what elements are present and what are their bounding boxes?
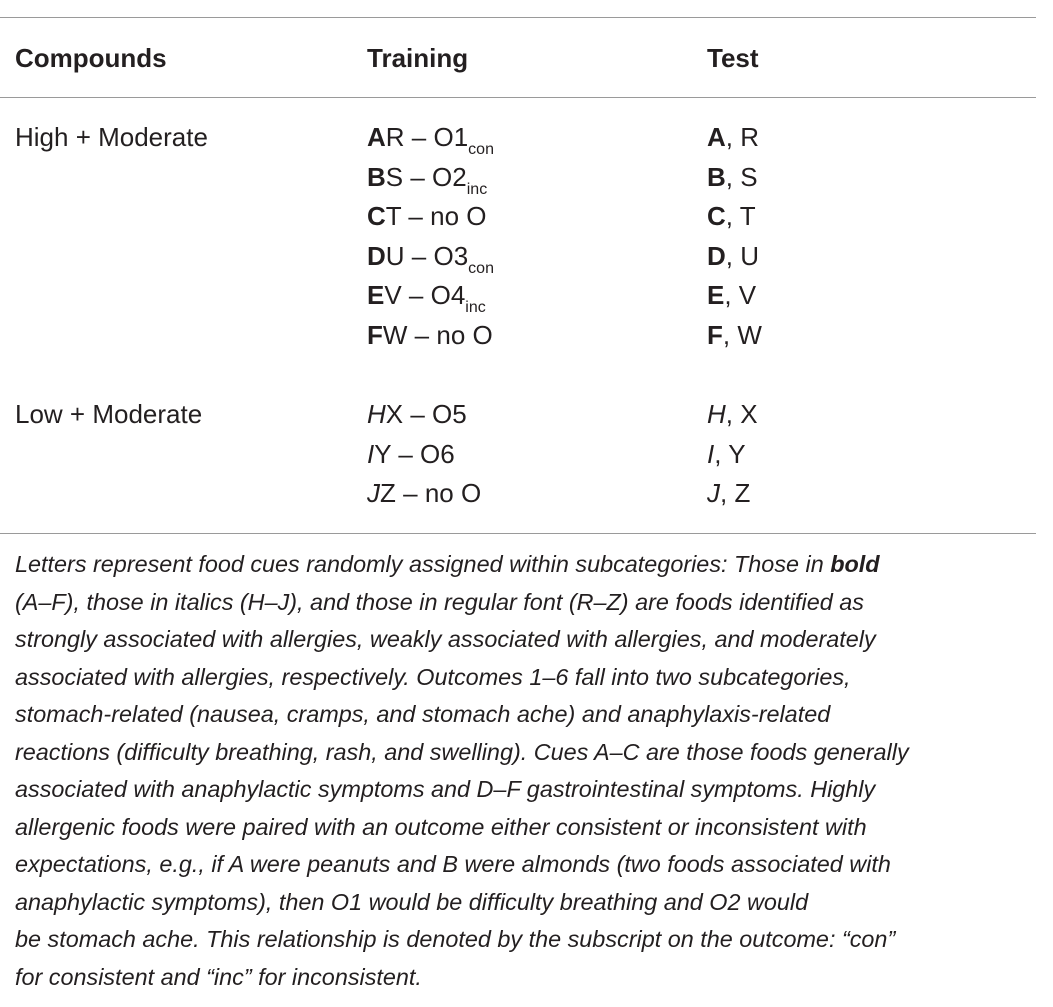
- test-row: A, R: [707, 122, 760, 152]
- training-row: FW – no O: [367, 319, 493, 350]
- table-top-rule: [0, 17, 1036, 18]
- training-row: AR – $O1_{con}$: [367, 122, 494, 158]
- training-row: JZ – no O: [367, 478, 482, 509]
- training-row: BS – $O2_{inc}$: [367, 161, 488, 198]
- group-label-low-moderate: Low + Moderate: [15, 399, 203, 429]
- test-row: E, V: [707, 280, 757, 311]
- footnote-line: for consistent and “inc” for inconsistent.: [15, 963, 422, 990]
- training-row: HX – O5: [367, 399, 467, 429]
- training-list-low-moderate: [367, 395, 481, 514]
- training-row: EV – $O4_{inc}$: [367, 280, 486, 317]
- test-list-low-moderate: [707, 395, 758, 514]
- footnote-line: Letters represent food cues randomly assigned within subcategories: Those in bold: [15, 551, 880, 577]
- footnote-line: allergenic foods were paired with an outcome either consistent or inconsistent with: [15, 813, 867, 840]
- training-row: CT – no O: [367, 201, 487, 232]
- test-row: I, Y: [707, 438, 746, 469]
- header-test: Test: [707, 43, 759, 73]
- test-row: H, X: [707, 399, 758, 429]
- training-list-high-moderate: [367, 118, 494, 356]
- footnote-line: anaphylactic symptoms), then O1 would be difficulty breathing and O2 would: [15, 888, 809, 915]
- header-compounds: Compounds: [15, 43, 167, 73]
- header-bottom-rule: [0, 97, 1036, 98]
- test-row: C, T: [707, 201, 756, 232]
- footnote-line: strongly associated with allergies, weakly associated with allergies, and moderately: [15, 626, 876, 652]
- footnote-line: reactions (difficulty breathing, rash, and swelling). Cues A–C are those foods generally: [15, 738, 909, 765]
- test-row: B, S: [707, 161, 758, 192]
- test-list-high-moderate: [707, 118, 762, 356]
- footnote-line: associated with anaphylactic symptoms and D–F gastrointestinal symptoms. Highly: [15, 776, 876, 802]
- header-training: Training: [367, 43, 469, 73]
- training-row: IY – O6: [367, 438, 455, 469]
- test-row: D, U: [707, 240, 760, 271]
- training-row: DU – $O3_{con}$: [367, 240, 494, 277]
- test-row: F, W: [707, 319, 762, 350]
- test-row: J, Z: [707, 478, 751, 509]
- footnote-line: (A–F), those in italics (H–J), and those in regular font (R–Z) are foods identified as: [15, 588, 864, 615]
- footnote-line: associated with allergies, respectively. Outcomes 1–6 fall into two subcategories,: [15, 663, 851, 690]
- footnote-line: be stomach ache. This relationship is denoted by the subscript on the outcome: “con”: [15, 926, 896, 952]
- footnote-line: stomach-related (nausea, cramps, and stomach ache) and anaphylaxis-related: [15, 701, 831, 727]
- footnote-line: expectations, e.g., if A were peanuts and B were almonds (two foods associated with: [15, 851, 891, 877]
- table-footnote: [15, 546, 1045, 996]
- table-bottom-rule: [0, 533, 1036, 534]
- group-label-high-moderate: High + Moderate: [15, 122, 208, 152]
